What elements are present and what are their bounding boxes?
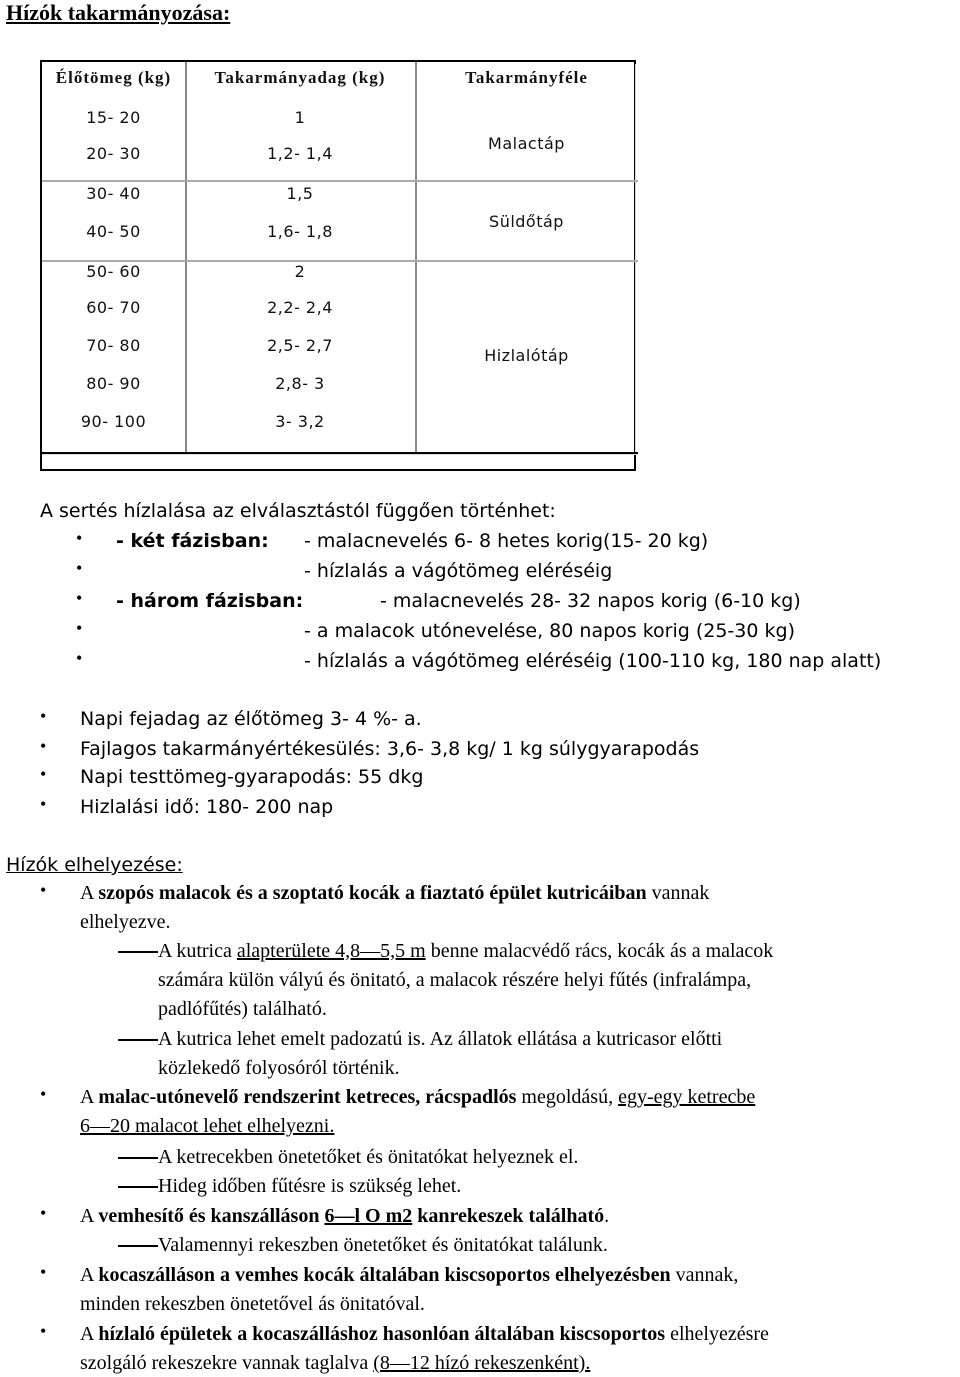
paragraph-line: Valamennyi rekeszben önetetőket és önitatókat találunk. [158, 1234, 608, 1256]
paragraph-line: A kutrica alapterülete 4,8––5,5 m benne malacvédő rács, kocák ás a malacok [158, 940, 774, 962]
ration-cell: 2,8- 3 [275, 374, 325, 393]
ration-cell: 1,2- 1,4 [267, 144, 333, 163]
bullet-icon: • [40, 1203, 47, 1223]
fact-item: Napi fejadag az élőtömeg 3- 4 %- a. [80, 708, 422, 730]
ration-cell: 2,5- 2,7 [267, 336, 333, 355]
paragraph-line: számára külön vályú és önitató, a malacok részére helyi fűtés (infralámpa, [158, 969, 752, 991]
paragraph-line: A vemhesítő és kanszálláson 6––l O m2 kanrekeszek található. [80, 1205, 610, 1227]
ration-cell: 3- 3,2 [275, 412, 325, 431]
three-phase-item: - malacnevelés 28- 32 napos korig (6-10 kg) [380, 590, 801, 612]
paragraph-line: A ketrecekben önetetőket és önitatókat helyeznek el. [158, 1146, 579, 1168]
bullet-icon: • [40, 880, 47, 900]
weight-cell: 80- 90 [86, 374, 141, 393]
bullet-icon: • [40, 1321, 47, 1341]
fact-item: Hizlalási idő: 180- 200 nap [80, 796, 334, 818]
bullet-icon: • [40, 764, 47, 784]
feed-type-cell: Süldőtáp [489, 212, 564, 231]
paragraph-line: 6––20 malacot lehet elhelyezni. [80, 1115, 335, 1137]
dash-icon [118, 1186, 158, 1188]
feed-type-cell: Hizlalótáp [484, 346, 569, 365]
three-phase-item: - hízlalás a vágótömeg eléréséig (100-110 kg, 180 nap alatt) [304, 650, 882, 672]
dash-icon [118, 1245, 158, 1247]
bullet-icon: • [40, 1262, 47, 1282]
two-phase-item: - hízlalás a vágótömeg eléréséig [304, 560, 613, 582]
dash-icon [118, 951, 158, 953]
ration-cell: 1,5 [286, 184, 314, 203]
header-feed-type: Takarmányféle [465, 68, 588, 87]
bullet-icon: • [40, 1084, 47, 1104]
header-weight: Élőtömeg (kg) [55, 68, 172, 87]
paragraph-line: minden rekeszben önetetővel ás önitatóval. [80, 1293, 425, 1315]
weight-cell: 60- 70 [86, 298, 141, 317]
paragraph-line: Hideg időben fűtésre is szükség lehet. [158, 1175, 462, 1197]
feeding-table [40, 60, 636, 471]
two-phase-label: - két fázisban: [116, 530, 269, 552]
fact-item: Napi testtömeg-gyarapodás: 55 dkg [80, 766, 424, 788]
paragraph-line: elhelyezve. [80, 911, 171, 933]
paragraph-line: szolgáló rekeszekre vannak taglalva (8––12 hízó rekeszenként). [80, 1352, 591, 1374]
weight-cell: 40- 50 [86, 222, 141, 241]
bullet-icon: • [76, 648, 83, 668]
paragraph-line: A szopós malacok és a szoptató kocák a fiaztató épület kutricáiban vannak [80, 882, 710, 904]
dash-icon [118, 1157, 158, 1159]
paragraph-line: A hízlaló épületek a kocaszálláshoz hasonlóan általában kiscsoportos elhelyezésre [80, 1323, 769, 1345]
intro-text: A sertés hízlalása az elválasztástól függően történhet: [40, 500, 556, 522]
bullet-icon: • [76, 588, 83, 608]
weight-cell: 70- 80 [86, 336, 141, 355]
ration-cell: 1 [294, 108, 306, 127]
bullet-icon: • [76, 618, 83, 638]
fact-item: Fajlagos takarmányértékesülés: 3,6- 3,8 kg/ 1 kg súlygyarapodás [80, 738, 700, 760]
paragraph-line: A kocaszálláson a vemhes kocák általában kiscsoportos elhelyezésben vannak, [80, 1264, 739, 1286]
weight-cell: 30- 40 [86, 184, 141, 203]
feed-type-cell: Malactáp [488, 134, 565, 153]
bullet-icon: • [76, 558, 83, 578]
paragraph-line: A kutrica lehet emelt padozatú is. Az állatok ellátása a kutricasor előtti [158, 1028, 723, 1050]
ration-cell: 2 [294, 262, 306, 281]
two-phase-item: - malacnevelés 6- 8 hetes korig(15- 20 kg) [304, 530, 709, 552]
weight-cell: 90- 100 [80, 412, 147, 431]
bullet-icon: • [40, 706, 47, 726]
page-title: Hízók takarmányozása: [6, 0, 231, 25]
ration-cell: 2,2- 2,4 [267, 298, 333, 317]
section-title: Hízók elhelyezése: [6, 854, 183, 876]
bullet-icon: • [40, 794, 47, 814]
weight-cell: 20- 30 [86, 144, 141, 163]
paragraph-line: A malac-utónevelő rendszerint ketreces, rácspadlós megoldású, egy-egy ketrecbe [80, 1086, 756, 1108]
bullet-icon: • [40, 736, 47, 756]
bullet-icon: • [76, 528, 83, 548]
three-phase-item: - a malacok utónevelése, 80 napos korig (25-30 kg) [304, 620, 795, 642]
paragraph-line: közlekedő folyosóról történik. [158, 1057, 400, 1079]
dash-icon [118, 1039, 158, 1041]
weight-cell: 15- 20 [86, 108, 141, 127]
paragraph-line: padlófűtés) található. [158, 998, 327, 1020]
ration-cell: 1,6- 1,8 [267, 222, 333, 241]
header-ration: Takarmányadag (kg) [214, 68, 386, 87]
weight-cell: 50- 60 [86, 262, 141, 281]
three-phase-label: - három fázisban: [116, 590, 304, 612]
